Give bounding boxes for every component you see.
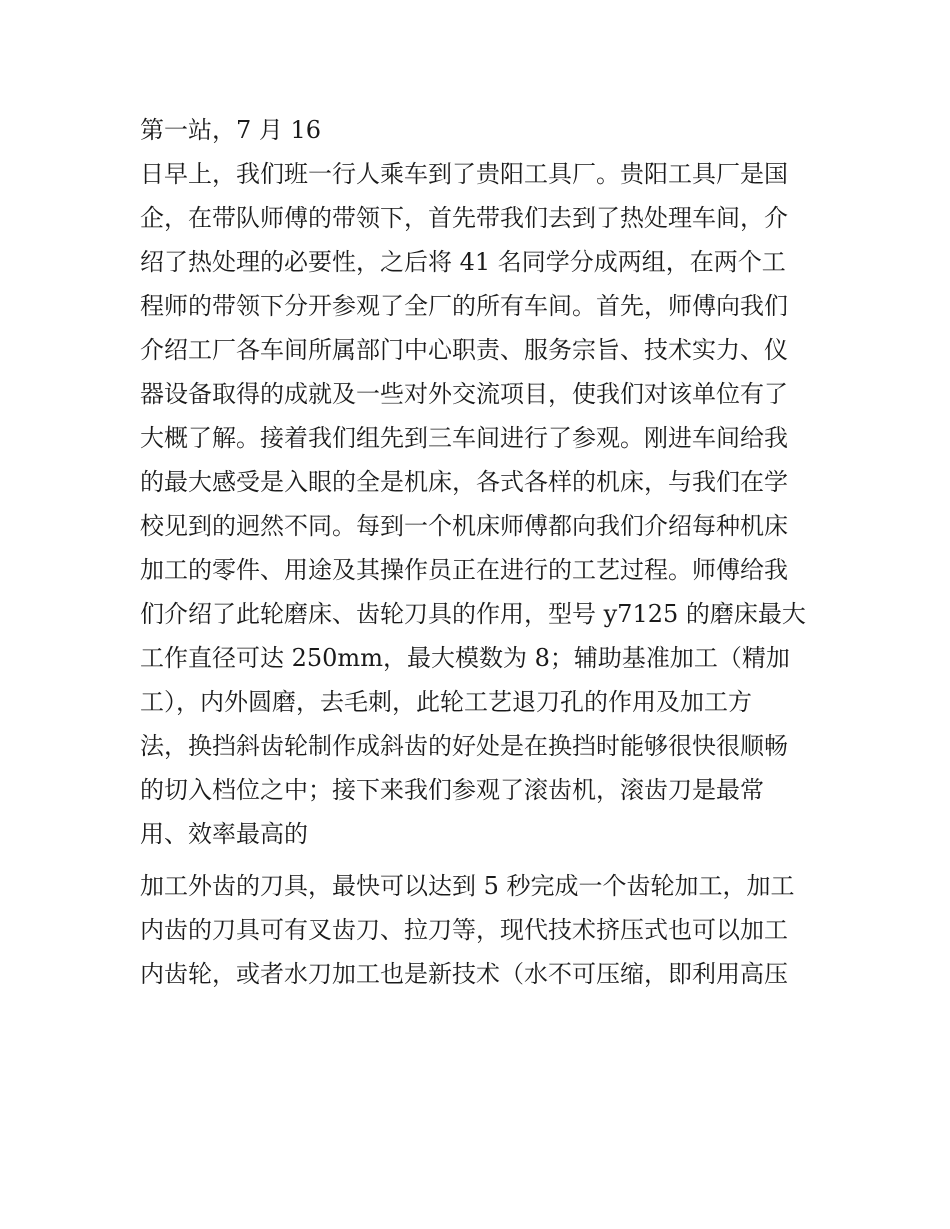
text-line: 器设备取得的成就及一些对外交流项目，使我们对该单位有了 <box>140 380 788 408</box>
text-line: 内齿的刀具可有叉齿刀、拉刀等，现代技术挤压式也可以加工 <box>140 916 788 944</box>
text-line: 程师的带领下分开参观了全厂的所有车间。首先，师傅向我们 <box>140 292 788 320</box>
text-line: 介绍工厂各车间所属部门中心职责、服务宗旨、技术实力、仪 <box>140 336 788 364</box>
text-line: 工），内外圆磨，去毛刺，此轮工艺退刀孔的作用及加工方 <box>140 688 752 716</box>
text-line: 绍了热处理的必要性，之后将 41 名同学分成两组，在两个工 <box>140 248 786 276</box>
text-line: 用、效率最高的 <box>140 820 308 848</box>
text-line: 法，换挡斜齿轮制作成斜齿的好处是在换挡时能够很快很顺畅 <box>140 732 788 760</box>
text-line: 的最大感受是入眼的全是机床，各式各样的机床，与我们在学 <box>140 468 788 496</box>
text-line: 的切入档位之中；接下来我们参观了滚齿机，滚齿刀是最常 <box>140 776 764 804</box>
text-line: 们介绍了此轮磨床、齿轮刀具的作用，型号 y7125 的磨床最大 <box>140 600 806 628</box>
text-line: 校见到的迥然不同。每到一个机床师傅都向我们介绍每种机床 <box>140 512 788 540</box>
text-line: 第一站，7 月 16 <box>140 116 322 144</box>
text-line: 工作直径可达 250mm，最大模数为 8；辅助基准加工（精加 <box>140 644 790 672</box>
body-text <box>140 108 820 996</box>
text-line: 日早上，我们班一行人乘车到了贵阳工具厂。贵阳工具厂是国 <box>140 160 788 188</box>
text-line: 大概了解。接着我们组先到三车间进行了参观。刚进车间给我 <box>140 424 788 452</box>
text-line: 企，在带队师傅的带领下，首先带我们去到了热处理车间，介 <box>140 204 788 232</box>
text-line: 加工的零件、用途及其操作员正在进行的工艺过程。师傅给我 <box>140 556 788 584</box>
text-line: 内齿轮，或者水刀加工也是新技术（水不可压缩，即利用高压 <box>140 960 788 988</box>
text-line: 加工外齿的刀具，最快可以达到 5 秒完成一个齿轮加工，加工 <box>140 872 795 900</box>
